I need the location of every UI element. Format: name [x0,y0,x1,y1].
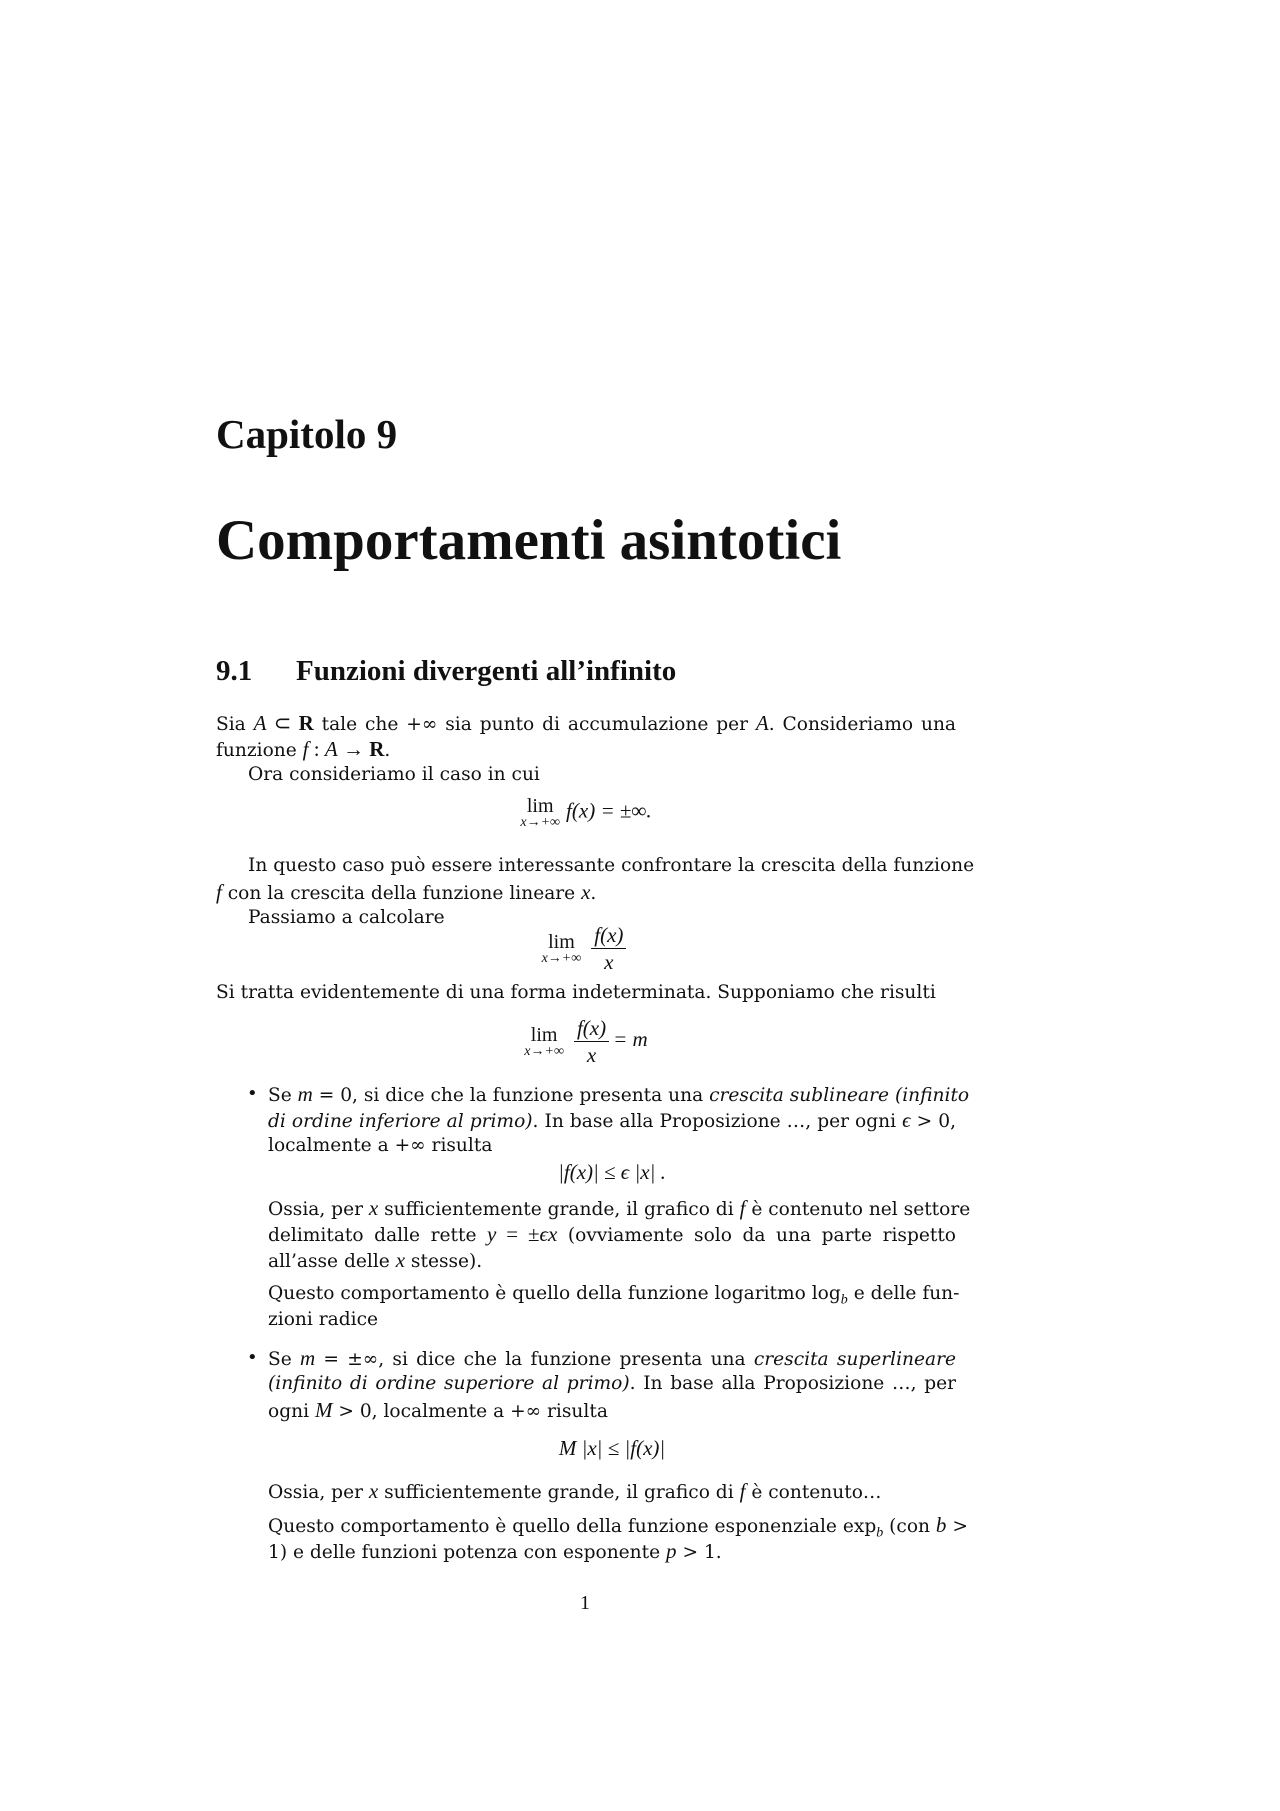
bullet-line [268,1538,722,1566]
equation-limit-ratio-m [216,1015,956,1068]
paragraph-line: Si tratta evidentemente di una forma indeterminata. Supponiamo che risulti [216,982,936,1003]
math-symbol: R [369,737,385,761]
limit-operator [520,796,560,830]
math-symbol: f [302,737,309,761]
math-symbol: f [216,880,222,904]
bullet-line [268,1478,882,1506]
text: e delle fun- [847,1283,960,1304]
equation-inequality [268,1436,956,1461]
text: all’asse delle [268,1251,396,1272]
fraction [574,1015,609,1068]
text: sufficientemente grande, il grafico di [378,1199,740,1220]
text: Se [268,1085,298,1106]
text: è contenuto… [745,1482,882,1503]
equation-rhs: = m [613,1027,648,1051]
math-symbol: A [253,711,267,735]
math-symbol: ϵ [902,1108,911,1132]
page-number: 1 [580,1592,590,1614]
numerator: f(x) [574,1015,609,1042]
math-symbol: b [935,1513,947,1537]
denominator: x [604,950,614,974]
paragraph-line: Ora consideriamo il caso in cui [248,764,540,785]
text: con la crescita della funzione lineare [221,883,582,904]
paragraph-line: In questo caso può essere interessante confrontare la crescita della funzione [248,855,975,876]
text: → [337,737,370,761]
text: > 0, localmente a +∞ risulta [332,1401,608,1422]
text: delimitato dalle rette [268,1225,488,1246]
italic-text: crescita sublineare (infinito [709,1085,970,1106]
paragraph-line [216,736,390,764]
lim-word: lim [548,930,575,953]
text: ⊂ [266,711,299,735]
equation-expression: f(x) = ±∞. [566,798,652,823]
text: Ossia, per [268,1482,369,1503]
bullet-line [268,1345,956,1373]
text: sufficientemente grande, il grafico di [378,1482,740,1503]
bullet-line [268,1247,482,1275]
text: = ±∞, si dice che la funzione presenta una [315,1349,754,1370]
italic-text: (infinito di ordine superiore al primo) [268,1373,630,1394]
section-title: Funzioni divergenti all’infinito [296,655,677,687]
paragraph-line [216,710,956,738]
lim-subscript: x→+∞ [520,815,561,830]
equation-inequality [268,1160,956,1185]
lim-subscript: x→+∞ [541,950,582,966]
text: > [946,1516,968,1537]
subscript: b [876,1525,884,1541]
text: > 0, [910,1111,956,1132]
text: = 0, si dice che la funzione presenta una [312,1085,710,1106]
math-symbol: A [755,711,769,735]
equation-limit [216,796,956,830]
text: . Consideriamo una [768,714,956,735]
math-symbol: m [299,1346,316,1370]
limit-operator [524,1025,564,1059]
equation-limit-ratio [216,922,956,975]
text: . [384,740,391,761]
text: Ossia, per [268,1199,369,1220]
numerator: f(x) [591,922,626,949]
text: Sia [216,714,254,735]
math-symbol: p [666,1539,677,1563]
equation-expression: |f(x)| ≤ ϵ |x| . [558,1160,666,1184]
math-symbol: x [395,1248,406,1272]
italic-text: crescita superlineare [753,1349,957,1370]
denominator: x [586,1043,597,1067]
text: : [308,737,325,761]
text: tale che +∞ sia punto di accumulazione per [313,714,756,735]
math-symbol: f [739,1196,746,1220]
text: (ovviamente solo da una parte rispetto [557,1225,956,1246]
text: . In base alla Proposizione …, per ogni [532,1111,903,1132]
section-number: 9.1 [216,655,253,687]
math-symbol: x [368,1196,379,1220]
math-symbol: m [297,1082,313,1106]
math-symbol: A [324,737,338,761]
subscript: b [840,1292,848,1308]
italic-text: di ordine inferiore al primo) [268,1111,533,1132]
text: = ± [496,1222,540,1246]
text: ogni [268,1401,315,1422]
bullet-line: localmente a +∞ risulta [268,1135,493,1156]
math-symbol: f [739,1479,746,1503]
bullet-line [268,1195,971,1223]
paragraph-line: Passiamo a calcolare [248,907,445,928]
text: . In base alla Proposizione …, per [629,1373,956,1394]
lim-word: lim [526,795,554,817]
text: stesse). [405,1251,483,1272]
bullet-line [268,1081,970,1109]
limit-operator [542,932,582,966]
math-symbol: M [314,1398,333,1422]
text: (con [883,1516,936,1537]
text: > 1. [676,1542,722,1563]
math-symbol: x [368,1479,379,1503]
bullet-line: zioni radice [268,1309,379,1330]
text: Se [268,1349,300,1370]
bullet-line [268,1397,608,1425]
math-symbol: y [487,1222,497,1246]
text: 1) e delle funzioni potenza con esponente [268,1542,667,1563]
chapter-label: Capitolo 9 [216,411,398,457]
bullet-line [268,1371,956,1397]
math-symbol: R [298,711,314,735]
text: funzione [216,740,303,761]
text: è contenuto nel settore [745,1199,971,1220]
bullet-marker: • [247,1083,258,1104]
text: Questo comportamento è quello della funzione esponenziale exp [268,1516,877,1537]
equation-expression: M |x| ≤ |f(x)| [558,1436,666,1460]
bullet-marker: • [247,1347,258,1368]
section-heading [216,655,676,688]
text: Questo comportamento è quello della funzione logaritmo log [268,1283,841,1304]
lim-subscript: x→+∞ [524,1043,564,1059]
fraction [591,922,626,975]
chapter-title: Comportamenti asintotici [216,509,842,572]
text: . [590,883,597,904]
lim-word: lim [530,1023,558,1046]
math-symbol: ϵx [539,1222,558,1246]
paragraph-line [216,879,596,907]
bullet-line [268,1221,956,1249]
bullet-line [268,1107,956,1135]
math-symbol: x [581,880,591,904]
